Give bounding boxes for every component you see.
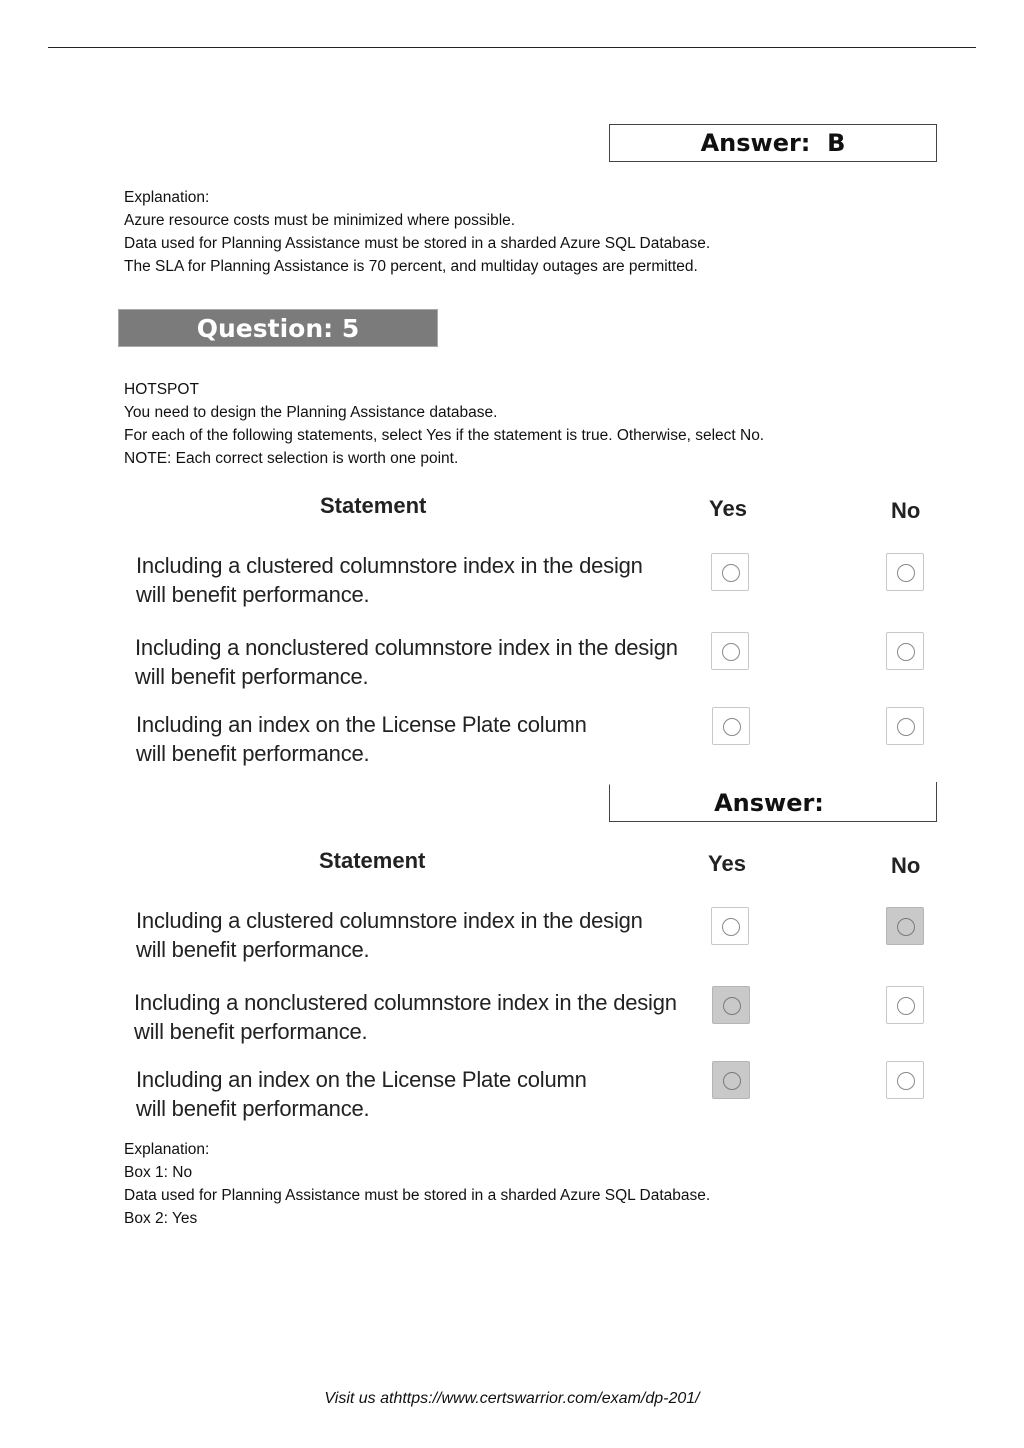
yes-radio-row-3[interactable] [712,707,750,745]
statement-row-2 [135,633,715,691]
radio-circle-icon [897,643,915,661]
statement-header: Statement [320,493,427,518]
statement-row-1 [136,551,716,609]
yes-header: Yes [708,851,746,876]
yes-radio-row-1[interactable] [711,553,749,591]
radio-circle-icon [722,643,740,661]
radio-circle-icon [723,997,741,1015]
explanation-line: Azure resource costs must be minimized where possible. [124,212,516,229]
statement-text: will benefit performance. [135,664,369,689]
question-title: Question: 5 [196,313,360,343]
footer-link[interactable]: Visit us athttps://www.certswarrior.com/exam/dp-201/ [324,1390,700,1407]
statement-text: Including a clustered columnstore index in the design [136,553,643,578]
statement-text: Including an index on the License Plate column [136,712,587,737]
statement-row-3 [136,1065,716,1123]
no-radio-row-3[interactable] [886,707,924,745]
explanation-block-1 [124,186,710,278]
no-radio-row-3[interactable] [886,1061,924,1099]
explanation-heading: Explanation: [124,189,210,206]
no-header: No [891,853,921,878]
yes-header: Yes [709,496,747,521]
answer-label-2: Answer: [714,789,824,817]
prompt-line: You need to design the Planning Assistance database. [124,404,498,421]
radio-circle-icon [897,918,915,936]
radio-circle-icon [897,1072,915,1090]
statement-text: will benefit performance. [136,741,370,766]
no-radio-row-1[interactable] [886,553,924,591]
answer-box [609,124,937,162]
statement-text: Including an index on the License Plate column [136,1067,587,1092]
statement-text: Including a clustered columnstore index in the design [136,908,643,933]
radio-circle-icon [722,918,740,936]
statement-header: Statement [319,848,426,873]
radio-circle-icon [897,997,915,1015]
hotspot-answer-table [118,845,938,1135]
yes-radio-row-2[interactable] [711,632,749,670]
no-radio-row-2[interactable] [886,632,924,670]
answer-box-2 [609,784,937,822]
statement-row-1 [136,906,716,964]
yes-radio-row-1[interactable] [711,907,749,945]
prompt-line: NOTE: Each correct selection is worth one point. [124,450,459,467]
question-banner [118,309,438,347]
radio-circle-icon [723,1072,741,1090]
yes-radio-row-3[interactable] [712,1061,750,1099]
statement-text: Including a nonclustered columnstore index in the design [134,990,677,1015]
answer-label: Answer: B [700,129,846,157]
radio-circle-icon [722,564,740,582]
explanation-line: Box 1: No [124,1164,193,1181]
explanation-line: Data used for Planning Assistance must be stored in a sharded Azure SQL Database. [124,1187,711,1204]
explanation-block-2 [124,1138,710,1230]
statement-text: will benefit performance. [134,1019,368,1044]
statement-row-2 [134,988,714,1046]
statement-text: Including a nonclustered columnstore index in the design [135,635,678,660]
explanation-line: The SLA for Planning Assistance is 70 percent, and multiday outages are permitted. [124,258,698,275]
explanation-line: Box 2: Yes [124,1210,198,1227]
no-radio-row-2[interactable] [886,986,924,1024]
question-type: HOTSPOT [124,381,199,398]
explanation-heading: Explanation: [124,1141,210,1158]
statement-row-3 [136,710,716,768]
radio-circle-icon [897,718,915,736]
statement-text: will benefit performance. [136,582,370,607]
radio-circle-icon [723,718,741,736]
header-rule [48,47,976,48]
explanation-line: Data used for Planning Assistance must be stored in a sharded Azure SQL Database. [124,235,711,252]
prompt-line: For each of the following statements, select Yes if the statement is true. Otherwise, select No. [124,427,765,444]
question-prompt [124,378,764,470]
hotspot-question-table [118,490,938,780]
statement-text: will benefit performance. [136,937,370,962]
no-header: No [891,498,921,523]
statement-text: will benefit performance. [136,1096,370,1121]
radio-circle-icon [897,564,915,582]
yes-radio-row-2[interactable] [712,986,750,1024]
no-radio-row-1[interactable] [886,907,924,945]
